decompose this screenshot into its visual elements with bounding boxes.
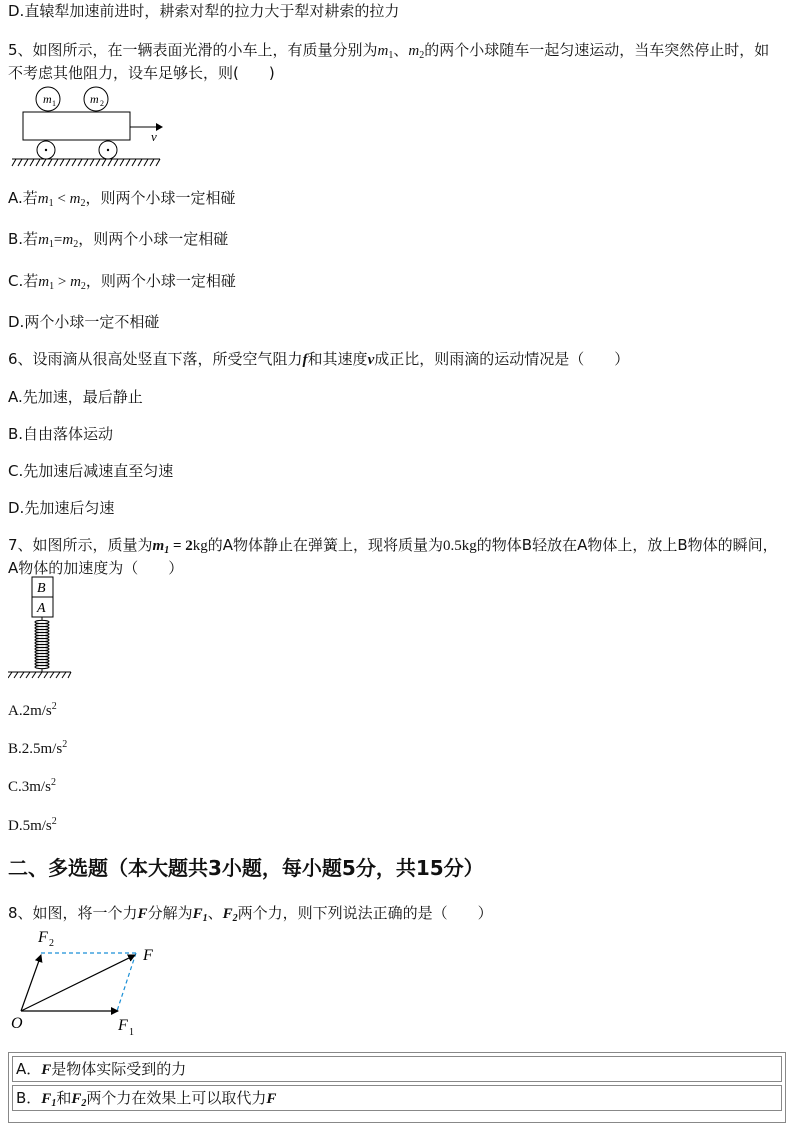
q5-c-rel: > <box>54 274 71 290</box>
q7-c-exp: 2 <box>50 777 56 788</box>
q8-F2: F <box>222 906 233 922</box>
q5-m2-sub: 2 <box>419 50 425 61</box>
q8-b-F2-sub: 2 <box>81 1098 87 1109</box>
q5-m1-sub: 1 <box>388 50 394 61</box>
dashed-right <box>117 953 136 1011</box>
q7-mass: 0.5kg <box>443 538 477 554</box>
q8-F1-sub: 1 <box>202 913 208 924</box>
block-b-label: B <box>37 581 46 596</box>
ball-m2-sub: 2 <box>100 99 104 108</box>
q5-sep: 、 <box>393 41 409 59</box>
q5-stem-text-b: 的两个小球随车一起匀速运动，当车突然停止时，如不考虑其他阻力，设车足够长，则( ) <box>8 41 770 82</box>
q7-option-d <box>8 815 57 837</box>
q5-m2: m <box>408 43 420 59</box>
q8-force-figure <box>8 924 168 1042</box>
q8-stem-a: 8、如图，将一个力 <box>8 904 138 922</box>
section-heading-multiple-choice: 二、多选题（本大题共3小题，每小题5分，共15分） <box>8 856 484 880</box>
q6-stem-c: 成正比，则雨滴的运动情况是（ ） <box>374 350 630 368</box>
q4-option-d: D.直辕犁加速前进时，耕索对犁的拉力大于犁对耕索的拉力 <box>8 2 400 20</box>
q5-a-pre: A.若 <box>8 189 38 207</box>
q8-a-F: F <box>41 1062 52 1078</box>
q8-options-table <box>8 1052 786 1123</box>
q5-c-m2: m <box>70 274 81 290</box>
label-f2-sub: 2 <box>49 938 54 949</box>
q6-v: v <box>367 352 375 368</box>
q7-option-c <box>8 776 56 798</box>
q5-b-m1: m <box>38 232 49 248</box>
q8-option-a <box>12 1056 782 1082</box>
q6-option-c: C.先加速后减速直至匀速 <box>8 462 174 480</box>
q8-b-pre: B． <box>16 1089 42 1107</box>
q5-a-m2: m <box>69 191 81 207</box>
q7-stem <box>8 534 784 579</box>
q7-m1: m <box>152 538 165 554</box>
q5-c-m2-sub: 2 <box>80 281 86 292</box>
q7-b-text: B.2.5m/s <box>8 741 63 757</box>
label-f: F <box>143 947 153 964</box>
q5-b-m2-sub: 2 <box>73 239 79 250</box>
q8-a-post: 是物体实际受到的力 <box>51 1060 187 1078</box>
q5-b-m2: m <box>62 232 74 248</box>
q5-c-post: ，则两个小球一定相碰 <box>85 272 236 290</box>
q5-a-m2-sub: 2 <box>80 198 86 209</box>
label-f2: F <box>38 929 48 946</box>
q5-b-m1-sub: 1 <box>48 239 54 250</box>
q5-option-c <box>8 270 236 293</box>
q5-option-d: D.两个小球一定不相碰 <box>8 313 160 331</box>
q5-b-post: ，则两个小球一定相碰 <box>78 230 229 248</box>
q7-eq: = 2 <box>169 538 193 554</box>
q5-cart-figure <box>8 86 168 170</box>
q7-a-text: A.2m/s <box>8 703 52 719</box>
q6-option-b: B.自由落体运动 <box>8 425 114 443</box>
q8-b-F2: F <box>71 1091 82 1107</box>
q5-c-m1-sub: 1 <box>49 281 55 292</box>
label-f1-sub: 1 <box>129 1027 134 1038</box>
q8-stem <box>8 902 493 925</box>
q6-stem <box>8 348 629 371</box>
q7-m1-sub: 1 <box>164 545 170 556</box>
q8-b-and: 和 <box>56 1089 72 1107</box>
q8-b-post: 两个力在效果上可以取代力 <box>86 1089 267 1107</box>
q6-option-d: D.先加速后匀速 <box>8 499 115 517</box>
q5-option-b <box>8 228 228 251</box>
q6-f: f <box>302 352 308 368</box>
q8-b-F1-sub: 1 <box>51 1098 57 1109</box>
q5-a-rel: < <box>53 191 70 207</box>
q7-c-text: C.3m/s <box>8 779 51 795</box>
label-o: O <box>11 1015 23 1032</box>
q7-d-exp: 2 <box>51 816 57 827</box>
q7-kg: kg <box>192 538 208 554</box>
cart-body <box>23 112 130 140</box>
spring <box>35 617 49 672</box>
q6-option-a: A.先加速，最后静止 <box>8 388 143 406</box>
q6-stem-b: 和其速度 <box>307 350 368 368</box>
q8-F2-sub: 2 <box>232 913 238 924</box>
q5-b-pre: B.若 <box>8 230 39 248</box>
q8-F1: F <box>192 906 203 922</box>
q7-d-text: D.5m/s <box>8 818 52 834</box>
q6-stem-a: 6、设雨滴从很高处竖直下落，所受空气阻力 <box>8 350 303 368</box>
q8-a-pre: A． <box>16 1060 42 1078</box>
block-a-label: A <box>37 601 46 616</box>
q5-stem <box>8 39 784 84</box>
q7-stem-c: 的物体B轻放在A物体上，放上B物体的瞬间，A物体的加速度为（ ） <box>8 536 778 577</box>
q7-option-a <box>8 700 57 722</box>
q5-a-m1: m <box>37 191 49 207</box>
q7-a-exp: 2 <box>51 701 57 712</box>
ball-m1-sub: 1 <box>52 99 56 108</box>
q5-a-post: ，则两个小球一定相碰 <box>85 189 236 207</box>
q5-a-m1-sub: 1 <box>48 198 54 209</box>
ball-m2-label: m <box>90 92 99 106</box>
q5-b-rel: = <box>53 232 63 248</box>
q8-option-b <box>12 1085 782 1111</box>
q7-option-b <box>8 738 67 760</box>
label-f1: F <box>118 1017 128 1034</box>
q8-sep: 、 <box>207 904 223 922</box>
q8-b-F1: F <box>41 1091 52 1107</box>
q7-spring-figure <box>8 576 74 680</box>
q8-stem-c: 两个力，则下列说法正确的是（ ） <box>237 904 493 922</box>
velocity-arrow <box>156 123 163 131</box>
q5-c-pre: C.若 <box>8 272 39 290</box>
q8-b-F: F <box>266 1091 277 1107</box>
q5-stem-text-a: 5、如图所示，在一辆表面光滑的小车上，有质量分别为 <box>8 41 378 59</box>
q5-c-m1: m <box>38 274 50 290</box>
q7-stem-a: 7、如图所示，质量为 <box>8 536 153 554</box>
q5-option-a <box>8 187 235 210</box>
q5-m1: m <box>377 43 389 59</box>
ball-m1-label: m <box>43 92 52 106</box>
velocity-label: v <box>151 129 157 144</box>
q8-F: F <box>137 906 148 922</box>
q8-stem-b: 分解为 <box>147 904 193 922</box>
q7-stem-b: 的A物体静止在弹簧上，现将质量为 <box>207 536 444 554</box>
q7-b-exp: 2 <box>62 739 68 750</box>
